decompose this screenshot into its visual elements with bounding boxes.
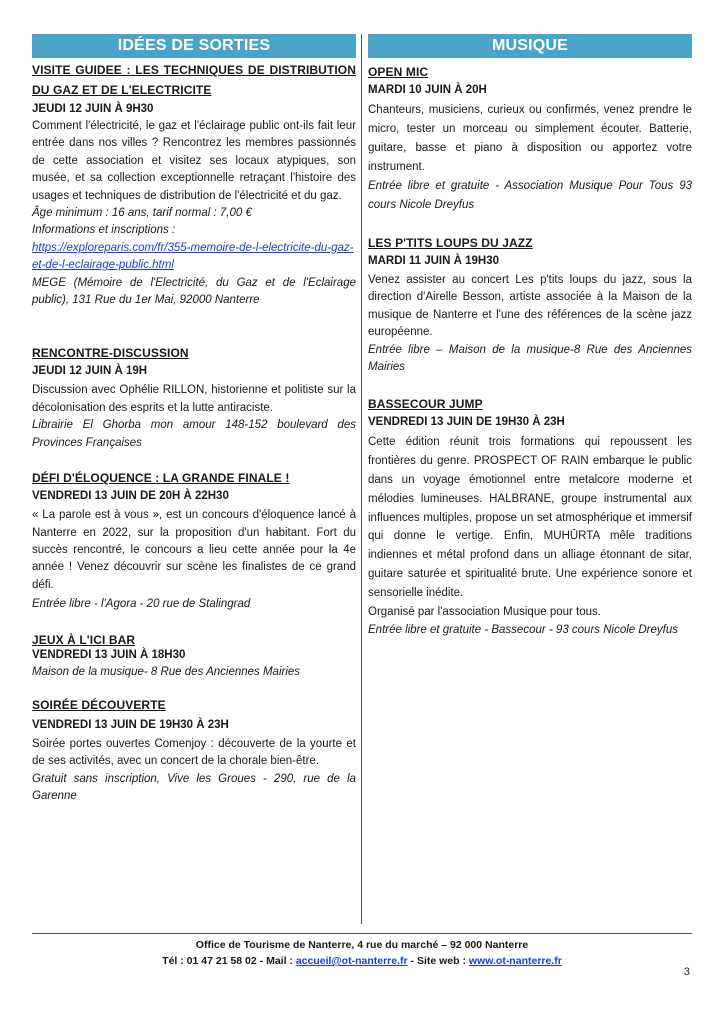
event-title: DÉFI D'ÉLOQUENCE : LA GRANDE FINALE ! [32,471,290,486]
event-place: Gratuit sans inscription, Vive les Groues - 290, rue de la Garenne [32,772,356,803]
event-jeux-ici-bar [32,630,356,681]
event-description: Comment l'électricité, le gaz et l'éclairage public ont-ils fait leur entrée dans nos villes ? Rencontrez les membres passionnés de cette association et visitez ses locaux atypiques, son musée, et sa collection exceptionnelle retraçant l'histoire des usages et techniques de distribution de l'électricité et du gaz. [32,120,356,202]
event-description: Venez assister au concert Les p'tits loups du jazz, sous la direction d'Airelle Besson, artiste associée à la Maison de la musique de Nanterre et l'une des références de la scène jazz européenne. [368,274,692,339]
event-description: « La parole est à vous », est un concours d'éloquence lancé à Nanterre en 2022, sur la proposition d'un habitant. Fort du succès rencontré, le concours a lieu cette année pour la 4e année ! Venez découvrir sur scène les finalistes de ce grand défi. [32,509,356,591]
event-description: Soirée portes ouvertes Comenjoy : découverte de la yourte et de ses activités, avec un concert de la chorale bien-être. [32,737,356,768]
right-banner: MUSIQUE [368,34,692,58]
event-place: Maison de la musique- 8 Rue des Anciennes Mairies [32,665,301,678]
event-description: Discussion avec Ophélie RILLON, historienne et politiste sur la décolonisation des esprits et la lutte antiraciste. [32,384,356,414]
event-date: VENDREDI 13 JUIN DE 19H30 À 23H [368,416,565,429]
event-description: Cette édition réunit trois formations qui repoussent les frontières du genre. PROSPECT OF RAIN embarque le public dans un voyage émotionnel entre metalcore moderne et mélodies lumineuses. HALBRANE, groupe instrumental aux influences multiples, propose un set atmosphérique et immersif qui donne le vertige. Enfin, MUHŪRTA mêle traditions indiennes et métal profond dans un alliage étonnant de sitar, guitare saturée et spiritualité brute. Une expérience sonore et sensorielle inédite. [368,436,692,599]
footer-address: Office de Tourisme de Nanterre, 4 rue du marché – 92 000 Nanterre [195,939,529,951]
event-defi-eloquence [32,468,356,613]
event-title: VISITE GUIDEE : LES TECHNIQUES DE DISTRIBUTION DU GAZ ET DE L'ELECTRICITE [32,63,356,97]
event-open-mic [368,62,692,215]
right-column [368,34,692,640]
left-banner: IDÉES DE SORTIES [32,34,356,58]
event-date: JEUDI 12 JUIN À 19H [32,365,148,378]
event-title: RENCONTRE-DISCUSSION [32,346,189,361]
footer-web-link[interactable]: www.ot-nanterre.fr [468,955,562,967]
event-soiree-decouverte [32,695,356,806]
event-date: VENDREDI 13 JUIN À 18H30 [32,648,186,661]
footer-mail-link[interactable]: accueil@ot-nanterre.fr [295,955,408,967]
event-title: SOIRÉE DÉCOUVERTE [32,697,166,712]
event-info-label: Informations et inscriptions : [32,224,176,237]
event-place: Entrée libre – Maison de la musique-8 Rue des Anciennes Mairies [368,343,692,374]
event-title: LES P'TITS LOUPS DU JAZZ [368,236,533,250]
event-rencontre [32,343,356,452]
footer [32,937,692,969]
event-place: MEGE (Mémoire de l'Electricité, du Gaz et de l'Eclairage public), 131 Rue du 1er Mai, 92000 Nanterre [32,276,356,307]
event-date: JEUDI 12 JUIN À 9H30 [32,103,154,115]
event-link[interactable]: https://exploreparis.com/fr/355-memoire-de-l-electricite-du-gaz-et-de-l-eclairage-public.html [32,241,354,272]
event-place: Entrée libre - l'Agora - 20 rue de Stalingrad [32,598,251,611]
footer-web-label: - Site web : [407,955,469,967]
footer-divider [32,933,692,934]
event-place: Entrée libre et gratuite - Bassecour - 93 cours Nicole Dreyfus [368,624,678,637]
left-column [32,34,356,806]
event-title: BASSECOUR JUMP [368,397,483,412]
footer-tel: Tél : 01 47 21 58 02 - Mail : [162,955,296,967]
event-organizer: Organisé par l'association Musique pour tous. [368,605,601,618]
event-date: VENDREDI 13 JUIN DE 19H30 À 23H [32,718,229,731]
event-place: Librairie El Ghorba mon amour 148-152 boulevard des Provinces Françaises [32,419,356,449]
event-date: MARDI 11 JUIN À 19H30 [368,255,500,267]
page-number: 3 [683,966,690,978]
event-title: OPEN MIC [368,65,429,79]
event-ptits-loups [368,233,692,376]
event-date: MARDI 10 JUIN À 20H [368,84,487,96]
footer-contact [32,953,692,969]
event-visite-guidee [32,60,356,309]
event-description: Chanteurs, musiciens, curieux ou confirmés, venez prendre le micro, tester un morceau ou simplement écouter. Batterie, guitare, basse et piano à disposition ou apportez votre instrument. [368,104,692,173]
column-divider [361,34,362,924]
event-date: VENDREDI 13 JUIN DE 20H À 22H30 [32,490,229,503]
event-bassecour-jump [368,394,692,640]
event-title: JEUX À L'ICI BAR [32,632,136,647]
event-place: Entrée libre et gratuite - Association Musique Pour Tous 93 cours Nicole Dreyfus [368,180,692,211]
event-age-price: Âge minimum : 16 ans, tarif normal : 7,00 € [32,207,252,220]
